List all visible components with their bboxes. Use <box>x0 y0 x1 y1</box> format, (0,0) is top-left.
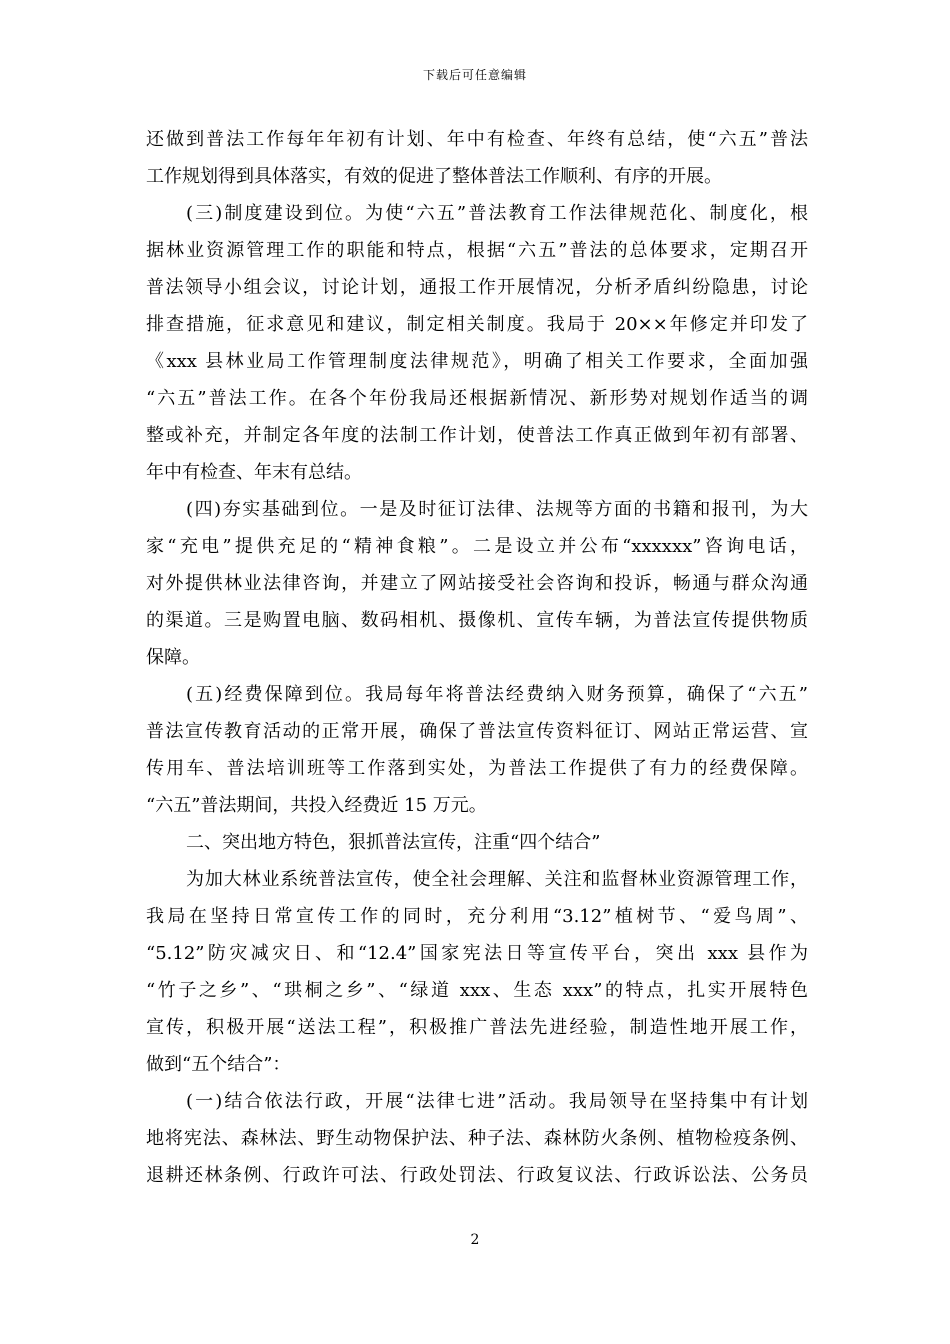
text-line: 退耕还林条例、行政许可法、行政处罚法、行政复议法、行政诉讼法、公务员 <box>146 1165 808 1186</box>
text-line: “六五”普法期间，共投入经费近 15 万元。 <box>146 795 487 816</box>
text-line: 的渠道。三是购置电脑、数码相机、摄像机、宣传车辆，为普法宣传提供物质 <box>146 610 808 631</box>
text-line: 普法领导小组会议，讨论计划，通报工作开展情况，分析矛盾纠纷隐患，讨论 <box>146 277 808 298</box>
text-line: 整或补充，并制定各年度的法制工作计划，使普法工作真正做到年初有部署、 <box>146 425 808 446</box>
text-line: “5.12”防灾减灾日、和“12.4”国家宪法日等宣传平台，突出 xxx 县作为 <box>146 943 808 964</box>
text-line: 传用车、普法培训班等工作落到实处，为普法工作提供了有力的经费保障。 <box>146 758 808 779</box>
text-line: (五)经费保障到位。我局每年将普法经费纳入财务预算，确保了“六五” <box>186 684 808 705</box>
text-line: 家“充电”提供充足的“精神食粮”。二是设立并公布“xxxxxx”咨询电话， <box>146 536 808 557</box>
text-line: 排查措施，征求意见和建议，制定相关制度。我局于 20××年修定并印发了 <box>146 314 808 335</box>
text-line: 工作规划得到具体落实，有效的促进了整体普法工作顺利、有序的开展。 <box>146 166 722 187</box>
text-line: 二、突出地方特色，狠抓普法宣传，注重“四个结合” <box>186 832 601 853</box>
text-line: 保障。 <box>146 647 200 668</box>
text-line: 还做到普法工作每年年初有计划、年中有检查、年终有总结，使“六五”普法 <box>146 129 808 150</box>
text-line: 普法宣传教育活动的正常开展，确保了普法宣传资料征订、网站正常运营、宣 <box>146 721 808 742</box>
text-line: (一)结合依法行政，开展“法律七进”活动。我局领导在坚持集中有计划 <box>186 1091 808 1112</box>
text-line: 据林业资源管理工作的职能和特点，根据“六五”普法的总体要求，定期召开 <box>146 240 808 261</box>
text-line: 年中有检查、年末有总结。 <box>146 462 362 483</box>
text-line: 我局在坚持日常宣传工作的同时，充分利用“3.12”植树节、“爱鸟周”、 <box>146 906 808 927</box>
text-line: “六五”普法工作。在各个年份我局还根据新情况、新形势对规划作适当的调 <box>146 388 808 409</box>
document-body <box>146 121 808 1194</box>
text-line: 对外提供林业法律咨询，并建立了网站接受社会咨询和投诉，畅通与群众沟通 <box>146 573 808 594</box>
text-line: (四)夯实基础到位。一是及时征订法律、法规等方面的书籍和报刊，为大 <box>186 499 808 520</box>
text-line: 《xxx 县林业局工作管理制度法律规范》，明确了相关工作要求，全面加强 <box>146 351 808 372</box>
text-line: 做到“五个结合”： <box>146 1054 291 1075</box>
text-line: “竹子之乡”、“珙桐之乡”、“绿道 xxx、生态 xxx”的特点，扎实开展特色 <box>146 980 808 1001</box>
text-line: 地将宪法、森林法、野生动物保护法、种子法、森林防火条例、植物检疫条例、 <box>146 1128 808 1149</box>
text-line: 为加大林业系统普法宣传，使全社会理解、关注和监督林业资源管理工作， <box>186 869 808 890</box>
text-line: 宣传，积极开展“送法工程”，积极推广普法先进经验，制造性地开展工作， <box>146 1017 808 1038</box>
page-header: 下载后可任意编辑 <box>422 68 527 82</box>
page-number: 2 <box>470 1232 480 1248</box>
text-line: (三)制度建设到位。为使“六五”普法教育工作法律规范化、制度化，根 <box>186 203 808 224</box>
